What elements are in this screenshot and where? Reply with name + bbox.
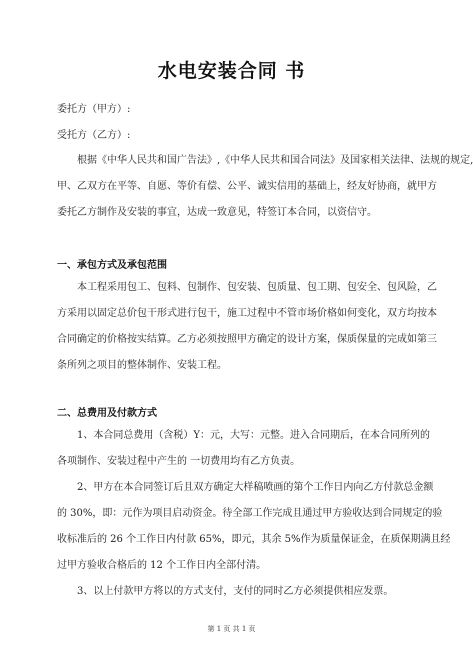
paragraph-line: 方采用以固定总价包干形式进行包干，施工过程中不管市场价格如何变化，双方均按本	[57, 308, 437, 319]
paragraph-line: 条所列之项目的整体制作、安装工程。	[57, 360, 227, 371]
paragraph-line: 本工程采用包工、包料、包制作、包安装、包质量、包工期、包安全、包风险，乙	[77, 282, 437, 293]
section-2-paragraph-3	[57, 585, 419, 611]
party-b-label: 受托方（乙方）:	[57, 130, 131, 141]
section-2-paragraph-1	[57, 429, 430, 481]
paragraph-line: 2、甲方在本合同签订后且双方确定大样稿喷画的第个工作日内向乙方付款总金额	[77, 482, 434, 493]
party-a-label: 委托方（甲方）:	[57, 104, 131, 115]
paragraph-line: 各项制作、安装过程中产生的 一切费用均有乙方负责。	[57, 456, 301, 467]
paragraph-line: 收标准后的 26 个工作日内付款 65%，即元，其余 5%作为质量保证金，在质保期满且经	[57, 534, 451, 545]
paragraph-line: 的 30%，即：元作为项目启动资金。待全部工作完成且通过甲方验收达到合同规定的验	[57, 508, 443, 519]
section-heading-2: 二、总费用及付款方式	[57, 408, 157, 419]
section-heading-1: 一、承包方式及承包范围	[57, 260, 167, 271]
section-2-paragraph-2	[57, 481, 451, 585]
intro-paragraph	[57, 154, 473, 232]
document-title: 水电安装合同 书	[157, 60, 306, 82]
paragraph-line: 合同确定的价格按实结算。乙方必须按照甲方确定的设计方案，保质保量的完成如第三	[57, 334, 437, 345]
intro-line: 甲、乙双方在平等、自愿、等价有偿、公平、诚实信用的基础上，经友好协商，就甲方	[57, 181, 437, 192]
page-footer: 第 1 页 共 1 页	[207, 625, 256, 633]
intro-line: 根据《中华人民共和国广告法》,《中华人民共和国合同法》及国家相关法律、法规的规定,	[77, 155, 473, 166]
paragraph-line: 1、本合同总费用（含税）Y：元，大写：元整。进入合同期后，在本合同所列的	[77, 430, 430, 441]
intro-line: 委托乙方制作及安装的事宜，达成一致意见，特签订本合同，以资信守。	[57, 207, 377, 218]
paragraph-line: 过甲方验收合格后的 12 个工作日内全部付清。	[57, 560, 267, 571]
paragraph-line: 3、以上付款甲方将以的方式支付，支付的同时乙方必须提供相应发票。	[77, 586, 394, 597]
section-1-paragraph	[57, 281, 437, 385]
